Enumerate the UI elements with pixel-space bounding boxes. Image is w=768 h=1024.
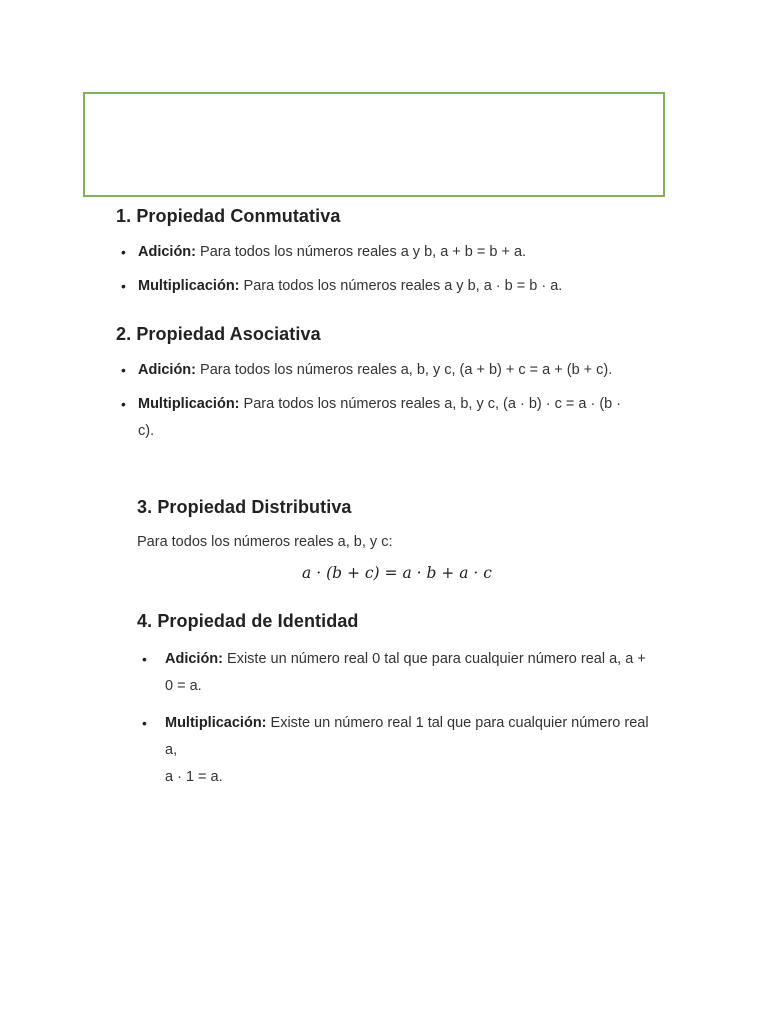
section-conmutativa — [116, 206, 676, 300]
distributive-formula: a · (b + c) = a · b + a · c — [302, 564, 492, 582]
section-distributiva — [137, 497, 657, 582]
item-text: Existe un número real 0 tal que para cualquier número real a, a + — [227, 651, 646, 667]
bullet-icon: • — [142, 715, 147, 731]
item-text: Para todos los números reales a, b, y c, (a · b) · c = a · (b · — [243, 396, 622, 412]
list-item — [116, 357, 676, 384]
item-text: Para todos los números reales a y b, a · b = b · a. — [243, 278, 563, 294]
bullet-icon: • — [121, 362, 126, 378]
item-text-continued: c). — [138, 423, 155, 439]
item-text-continued: 0 = a. — [165, 678, 202, 694]
item-text-continued: a · 1 = a. — [165, 769, 223, 785]
item-text: Existe un número real 1 tal que para cualquier número real a, — [165, 715, 649, 758]
section-heading: 2. Propiedad Asociativa — [116, 324, 321, 344]
section-heading: 3. Propiedad Distributiva — [137, 497, 352, 517]
section-identidad — [137, 611, 657, 791]
list-item — [116, 391, 676, 445]
section-heading: 4. Propiedad de Identidad — [137, 611, 359, 631]
list-item — [116, 273, 676, 300]
item-label: Multiplicación: — [138, 396, 240, 412]
list-item — [137, 646, 657, 700]
empty-green-box — [83, 92, 665, 197]
bullet-icon: • — [121, 396, 126, 412]
item-label: Multiplicación: — [165, 715, 267, 731]
bullet-icon: • — [142, 651, 147, 667]
item-text: Para todos los números reales a y b, a + b = b + a. — [200, 244, 527, 260]
bullet-icon: • — [121, 278, 126, 294]
item-text: Para todos los números reales a, b, y c, (a + b) + c = a + (b + c). — [200, 362, 613, 378]
section-asociativa — [116, 324, 676, 445]
list-item — [137, 710, 657, 791]
item-label: Adición: — [138, 244, 196, 260]
list-item — [116, 239, 676, 266]
item-label: Adición: — [165, 651, 223, 667]
bullet-icon: • — [121, 244, 126, 260]
item-label: Adición: — [138, 362, 196, 378]
section-intro: Para todos los números reales a, b, y c: — [137, 534, 393, 550]
section-heading: 1. Propiedad Conmutativa — [116, 206, 341, 226]
item-label: Multiplicación: — [138, 278, 240, 294]
